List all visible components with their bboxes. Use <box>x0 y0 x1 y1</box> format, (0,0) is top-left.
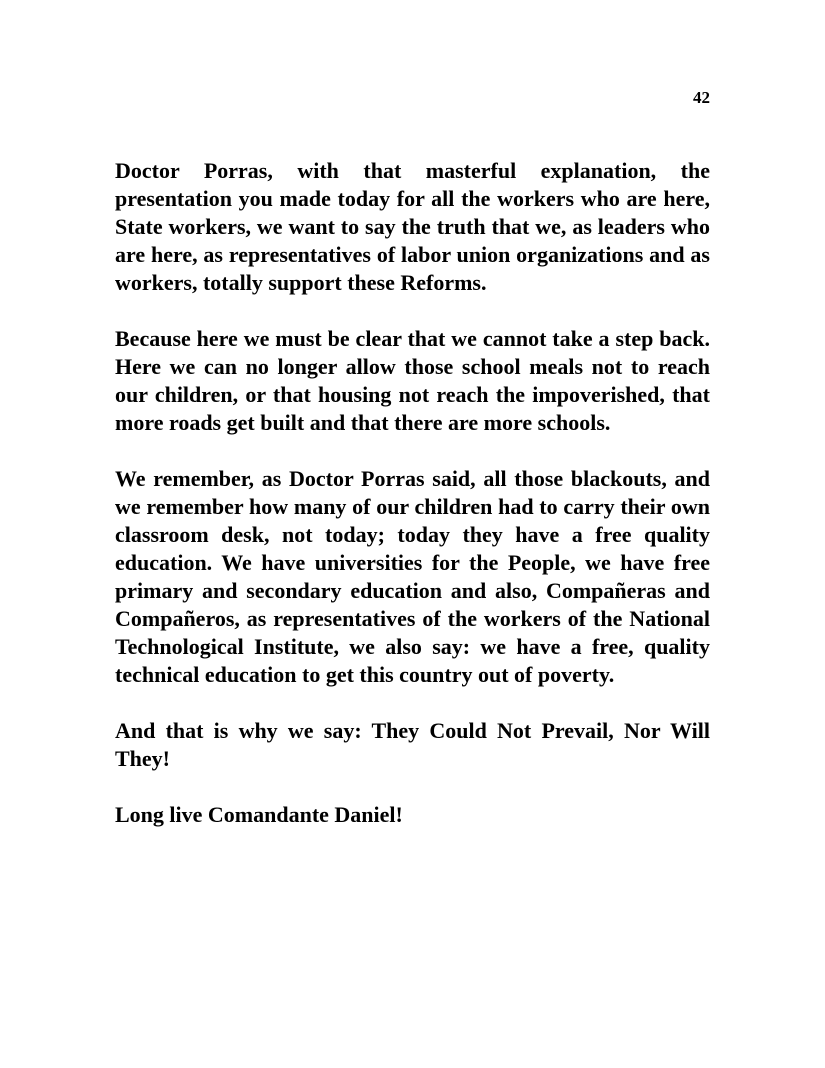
body-text <box>115 157 710 857</box>
paragraph-5: Long live Comandante Daniel! <box>115 802 403 827</box>
paragraph-3: We remember, as Doctor Porras said, all those blackouts, and we remember how many of our children had to carry their own classroom desk, not today; today they have a free quality education. We have universities for the People, we have free primary and secondary education and also, Compañeras and Compañeros, as representatives of the workers of the National Technological Institute, we also say: we have a free, quality technical education to get this country out of poverty. <box>115 466 710 687</box>
paragraph-2: Because here we must be clear that we cannot take a step back. Here we can no longer allow those school meals not to reach our children, or that housing not reach the impoverished, that more roads get built and that there are more schools. <box>115 326 710 435</box>
page-number: 42 <box>693 88 710 107</box>
paragraph-1: Doctor Porras, with that masterful explanation, the presentation you made today for all the workers who are here, State workers, we want to say the truth that we, as leaders who are here, as representatives of labor union organizations and as workers, totally support these Reforms. <box>115 158 710 295</box>
paragraph-4: And that is why we say: They Could Not Prevail, Nor Will They! <box>115 718 710 771</box>
